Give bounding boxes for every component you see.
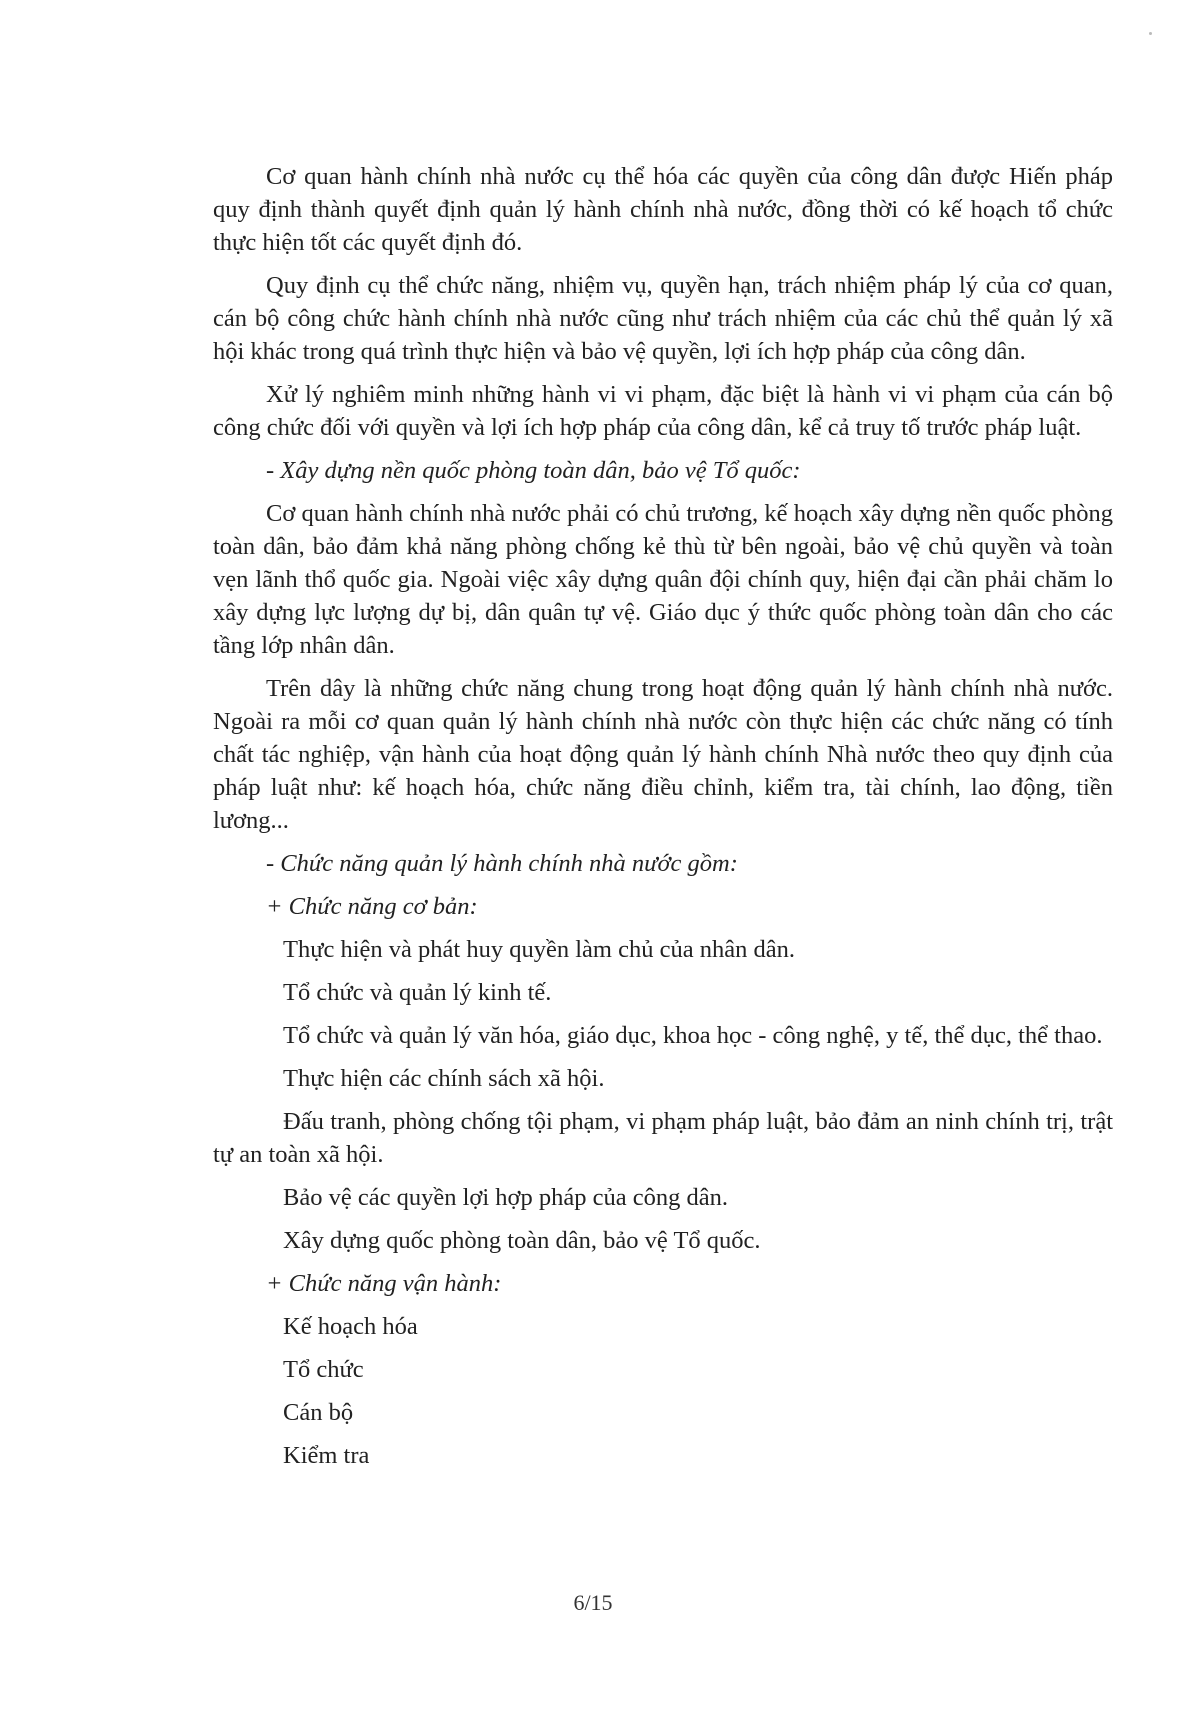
- page-number: 6/15: [573, 1590, 613, 1615]
- list-item: Cán bộ: [283, 1399, 354, 1426]
- list-item: Thực hiện và phát huy quyền làm chủ của nhân dân.: [283, 936, 795, 963]
- list-item: Kế hoạch hóa: [283, 1313, 418, 1340]
- list-item: Kiểm tra: [283, 1442, 370, 1469]
- paragraph-national-defense: Cơ quan hành chính nhà nước phải có chủ trương, kế hoạch xây dựng nền quốc phòng toàn dân, bảo đảm khả năng phòng chống kẻ thù từ bên ngoài, bảo vệ chủ quyền và toàn vẹn lãnh thổ quốc gia. Ngoài việc xây dựng quân đội chính quy, hiện đại cần phải chăm lo xây dựng lực lượng dự bị, dân quân tự vệ. Giáo dục ý thức quốc phòng toàn dân cho các tầng lớp nhân dân.: [213, 500, 1113, 659]
- operational-functions-list: [213, 1310, 1113, 1472]
- list-item: Tổ chức và quản lý văn hóa, giáo dục, khoa học - công nghệ, y tế, thể dục, thể thao.: [283, 1022, 1103, 1049]
- heading-admin-functions: - Chức năng quản lý hành chính nhà nước gồm:: [266, 850, 738, 877]
- paragraph-responsibilities: Quy định cụ thể chức năng, nhiệm vụ, quyền hạn, trách nhiệm pháp lý của cơ quan, cán bộ công chức hành chính nhà nước cũng như trách nhiệm của các chủ thể quản lý xã hội khác trong quá trình thực hiện và bảo vệ quyền, lợi ích hợp pháp của công dân.: [213, 272, 1113, 365]
- list-item: Tổ chức và quản lý kinh tế.: [283, 979, 552, 1006]
- paragraph-summary: Trên dây là những chức năng chung trong hoạt động quản lý hành chính nhà nước. Ngoài ra mỗi cơ quan quản lý hành chính nhà nước còn thực hiện các chức năng có tính chất tác nghiệp, vận hành của hoạt động quản lý hành chính Nhà nước theo quy định của pháp luật như: kế hoạch hóa, chức năng điều chỉnh, kiểm tra, tài chính, lao động, tiền lương...: [213, 675, 1113, 834]
- paragraph-rights-concretization: Cơ quan hành chính nhà nước cụ thể hóa các quyền của công dân được Hiến pháp quy định thành quyết định quản lý hành chính nhà nước, đồng thời có kế hoạch tổ chức thực hiện tốt các quyết định đó.: [213, 163, 1113, 256]
- heading-national-defense: - Xây dựng nền quốc phòng toàn dân, bảo vệ Tổ quốc:: [266, 457, 801, 484]
- list-item: Đấu tranh, phòng chống tội phạm, vi phạm pháp luật, bảo đảm an ninh chính trị, trật tự an toàn xã hội.: [213, 1108, 1113, 1168]
- heading-operational-functions: + Chức năng vận hành:: [266, 1270, 502, 1297]
- basic-functions-list: [213, 933, 1113, 1257]
- list-item: Thực hiện các chính sách xã hội.: [283, 1065, 605, 1092]
- list-item: Bảo vệ các quyền lợi hợp pháp của công dân.: [283, 1184, 728, 1211]
- paragraph-violations: Xử lý nghiêm minh những hành vi vi phạm, đặc biệt là hành vi vi phạm của cán bộ công chức đối với quyền và lợi ích hợp pháp của công dân, kể cả truy tố trước pháp luật.: [213, 381, 1113, 441]
- heading-basic-functions: + Chức năng cơ bản:: [266, 893, 478, 920]
- list-item: Xây dựng quốc phòng toàn dân, bảo vệ Tổ quốc.: [283, 1227, 761, 1254]
- scan-speck: [1149, 32, 1152, 35]
- document-body: [213, 160, 1113, 1482]
- list-item: Tổ chức: [283, 1356, 364, 1383]
